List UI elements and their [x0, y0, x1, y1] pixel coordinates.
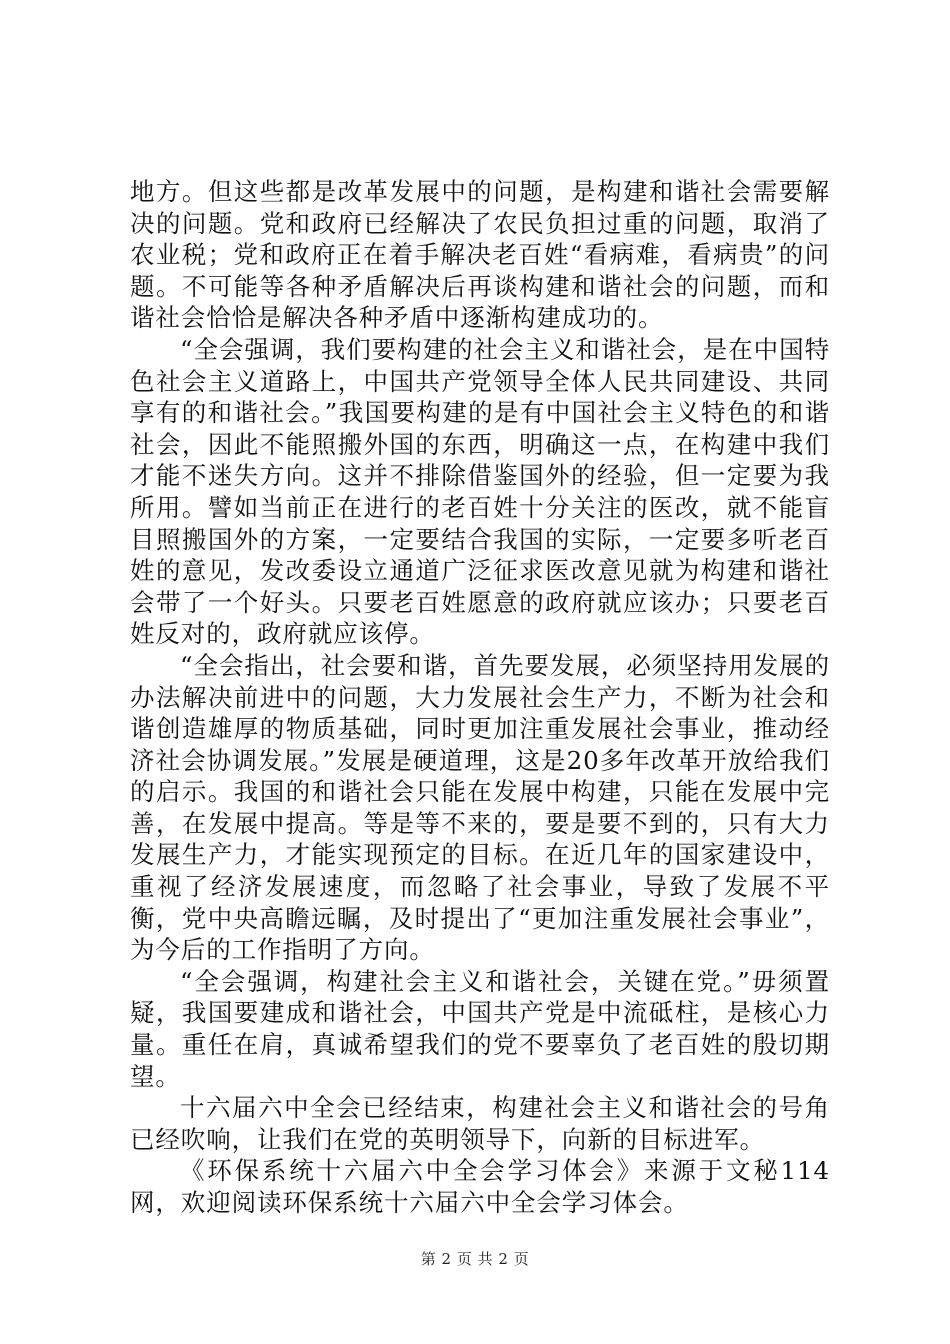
paragraph-harmonious-society-path: “全会强调，我们要构建的社会主义和谐社会，是在中国特色社会主义道路上，中国共产党领导全体人民共同建设、共同享有的和谐社会。”我国要构建的是有中国社会主义特色的和谐社会，因此不能照搬外国的东西，明确这一点，在构建中我们才能不迷失方向。这并不排除借鉴国外的经验，但一定要为我所用。譬如当前正在进行的老百姓十分关注的医改，就不能盲目照搬国外的方案，一定要结合我国的实际，一定要多听老百姓的意见，发改委设立通道广泛征求医改意见就为构建和谐社会带了一个好头。只要老百姓愿意的政府就应该办；只要老百姓反对的，政府就应该停。 — [130, 334, 830, 649]
paragraph-source-note: 《环保系统十六届六中全会学习体会》来源于文秘114网，欢迎阅读环保系统十六届六中全会学习体会。 — [130, 1156, 830, 1217]
paragraph-continuation: 地方。但这些都是改革发展中的问题，是构建和谐社会需要解决的问题。党和政府已经解决了农民负担过重的问题，取消了农业税；党和政府正在着手解决老百姓“看病难，看病贵”的问题。不可能等各种矛盾解决后再谈构建和谐社会的问题，而和谐社会恰恰是解决各种矛盾中逐渐构建成功的。 — [130, 177, 830, 333]
paragraph-party-key: “全会强调，构建社会主义和谐社会，关键在党。”毋须置疑，我国要建成和谐社会，中国共产党是中流砥柱，是核心力量。重任在肩，真诚希望我们的党不要辜负了老百姓的殷切期望。 — [130, 966, 830, 1091]
page-number-footer: 第 2 页 共 2 页 — [420, 1250, 530, 1268]
paragraph-development: “全会指出，社会要和谐，首先要发展，必须坚持用发展的办法解决前进中的问题，大力发展社会生产力，不断为社会和谐创造雄厚的物质基础，同时更加注重发展社会事业，推动经济社会协调发展。”发展是硬道理，这是20多年改革开放给我们的启示。我国的和谐社会只能在发展中构建，只能在发展中完善，在发展中提高。等是等不来的，要是要不到的，只有大力发展生产力，才能实现预定的目标。在近几年的国家建设中，重视了经济发展速度，而忽略了社会事业，导致了发展不平衡，党中央高瞻远瞩，及时提出了“更加注重发展社会事业”，为今后的工作指明了方向。 — [130, 650, 830, 965]
document-body — [130, 176, 830, 1219]
paragraph-conclusion: 十六届六中全会已经结束，构建社会主义和谐社会的号角已经吹响，让我们在党的英明领导下，向新的目标进军。 — [130, 1093, 830, 1154]
